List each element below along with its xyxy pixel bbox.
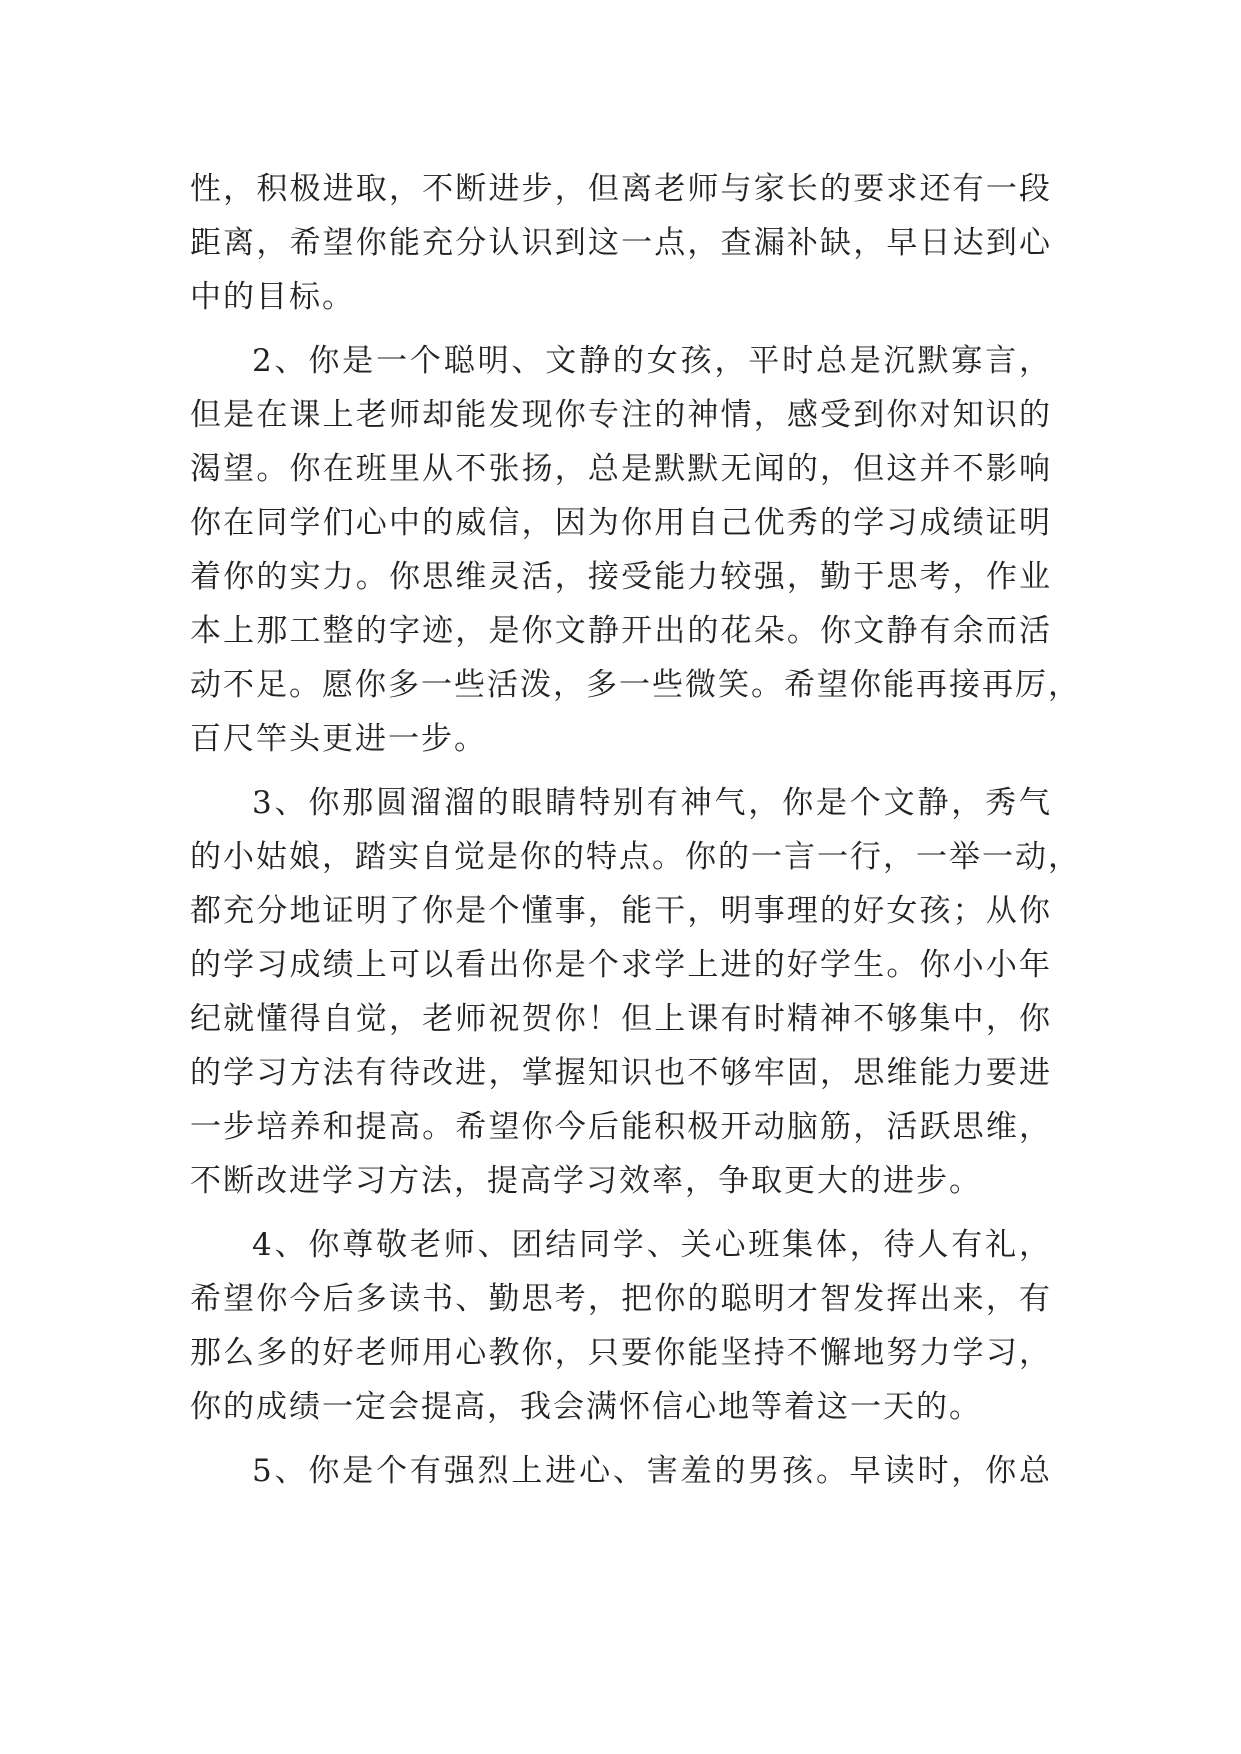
paragraph-3 — [190, 776, 1081, 1208]
text-line: 但是在课上老师却能发现你专注的神情，感受到你对知识的 — [190, 397, 1052, 433]
text-line: 距离，希望你能充分认识到这一点，查漏补缺，早日达到心 — [190, 225, 1052, 261]
text-line: 不断改进学习方法，提高学习效率，争取更大的进步。 — [190, 1163, 982, 1199]
paragraph-1-continued — [190, 162, 1052, 324]
text-line: 那么多的好老师用心教你，只要你能坚持不懈地努力学习， — [190, 1335, 1052, 1371]
paragraph-5 — [190, 1444, 1052, 1498]
text-line: 2、你是一个聪明、文静的女孩，平时总是沉默寡言， — [252, 343, 1052, 379]
text-line: 纪就懂得自觉，老师祝贺你！但上课有时精神不够集中，你 — [190, 1001, 1052, 1037]
text-line: 你的成绩一定会提高，我会满怀信心地等着这一天的。 — [190, 1389, 982, 1425]
text-line: 希望你今后多读书、勤思考，把你的聪明才智发挥出来，有 — [190, 1281, 1052, 1317]
text-line: 本上那工整的字迹，是你文静开出的花朵。你文静有余而活 — [190, 613, 1052, 649]
text-line: 百尺竿头更进一步。 — [190, 721, 487, 757]
text-line: 渴望。你在班里从不张扬，总是默默无闻的，但这并不影响 — [190, 451, 1052, 487]
text-line: 中的目标。 — [190, 279, 355, 315]
text-line: 5、你是个有强烈上进心、害羞的男孩。早读时，你总 — [252, 1453, 1052, 1489]
text-line: 你在同学们心中的威信，因为你用自己优秀的学习成绩证明 — [190, 505, 1052, 541]
text-line: 着你的实力。你思维灵活，接受能力较强，勤于思考，作业 — [190, 559, 1052, 595]
text-line: 的学习成绩上可以看出你是个求学上进的好学生。你小小年 — [190, 947, 1052, 983]
text-line: 的小姑娘，踏实自觉是你的特点。你的一言一行，一举一动， — [190, 839, 1081, 875]
text-line: 性，积极进取，不断进步，但离老师与家长的要求还有一段 — [190, 171, 1052, 207]
text-line: 一步培养和提高。希望你今后能积极开动脑筋，活跃思维， — [190, 1109, 1052, 1145]
text-line: 都充分地证明了你是个懂事，能干，明事理的好女孩；从你 — [190, 893, 1052, 929]
text-line: 3、你那圆溜溜的眼睛特别有神气，你是个文静，秀气 — [252, 785, 1052, 821]
text-line: 4、你尊敬老师、团结同学、关心班集体，待人有礼， — [252, 1227, 1052, 1263]
paragraph-2 — [190, 334, 1081, 766]
text-line: 动不足。愿你多一些活泼，多一些微笑。希望你能再接再厉， — [190, 667, 1081, 703]
text-line: 的学习方法有待改进，掌握知识也不够牢固，思维能力要进 — [190, 1055, 1052, 1091]
document-page — [190, 162, 1081, 1498]
paragraph-4 — [190, 1218, 1052, 1434]
